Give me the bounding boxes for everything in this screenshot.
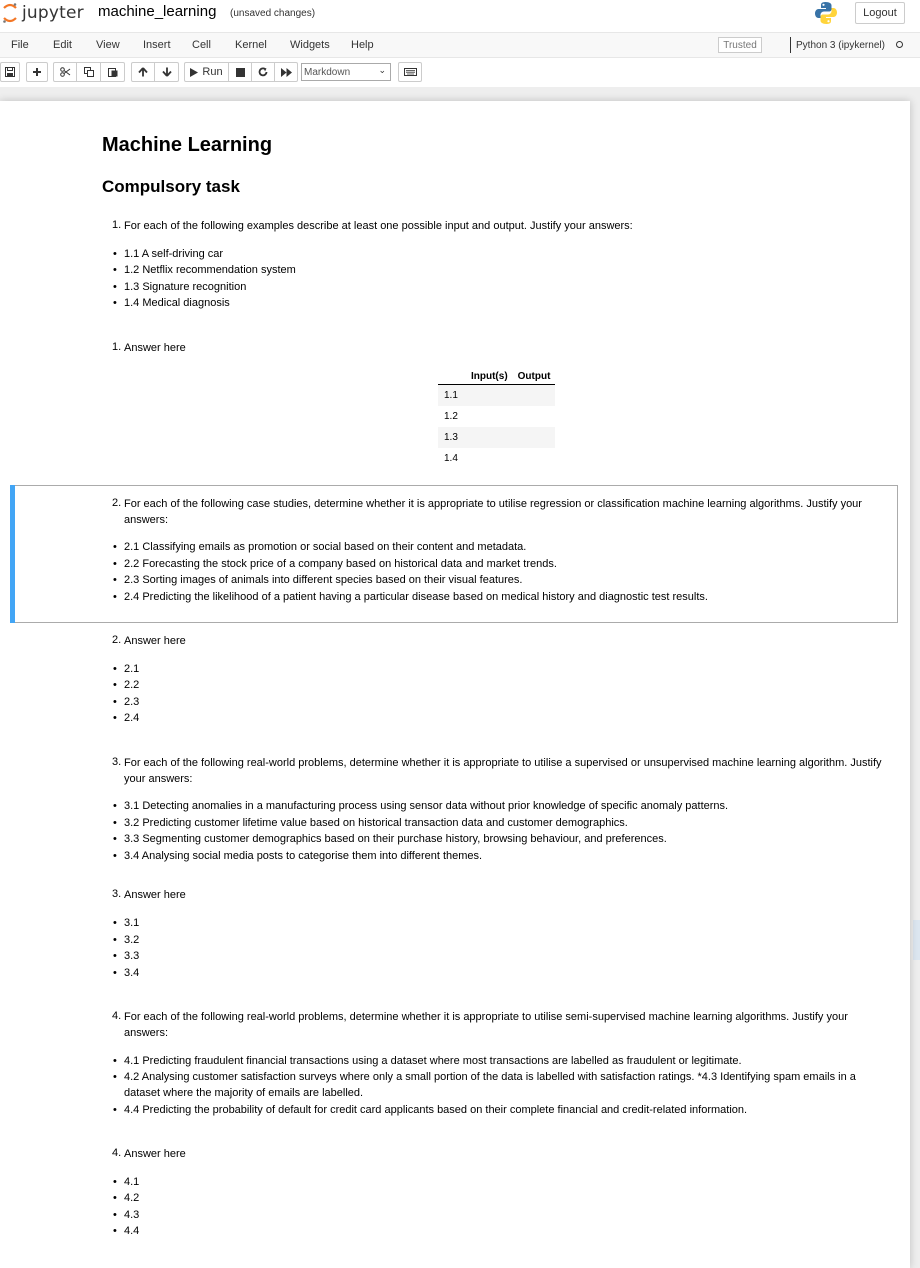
- q3-text-line1: For each of the following real-world problems, determine whether it is appropriate to utilise a supervised or unsupervised machine learning algorithm. Justify: [124, 757, 882, 769]
- table-cell: 1.2: [444, 411, 458, 422]
- toolbar: [0, 58, 920, 87]
- menu-help[interactable]: Help: [351, 39, 374, 51]
- paste-button[interactable]: [101, 62, 125, 82]
- table-cell: [466, 406, 513, 427]
- table-row: [438, 406, 555, 427]
- plus-icon: [32, 67, 42, 77]
- jupyter-logo[interactable]: [2, 1, 84, 25]
- cell-type-select[interactable]: [301, 63, 391, 81]
- menu-kernel[interactable]: Kernel: [235, 39, 267, 51]
- scroll-indicator[interactable]: [913, 920, 920, 960]
- q2-number: 2.: [112, 497, 122, 509]
- table-cell: [466, 427, 513, 448]
- scissors-icon: [60, 67, 71, 77]
- a3-text: Answer here: [124, 889, 186, 901]
- trusted-indicator[interactable]: Trusted: [718, 37, 762, 53]
- kernel-name[interactable]: Python 3 (ipykernel): [796, 40, 885, 51]
- save-button[interactable]: [0, 62, 20, 82]
- top-bar: [0, 0, 920, 32]
- keyboard-icon: [404, 68, 417, 76]
- q1-number: 1.: [112, 219, 122, 231]
- q4-text-line1: For each of the following real-world problems, determine whether it is appropriate to utilise semi-supervised machine learning algorithms. Justify your: [124, 1011, 848, 1023]
- command-palette-button[interactable]: [398, 62, 422, 82]
- table-cell: 1.3: [438, 427, 466, 448]
- menu-widgets[interactable]: Widgets: [290, 39, 330, 51]
- move-down-button[interactable]: [155, 62, 179, 82]
- a2-text: Answer here: [124, 635, 186, 647]
- stop-icon: [236, 68, 245, 77]
- answer-table: [438, 368, 555, 469]
- chevron-down-icon: ⌄: [378, 65, 386, 75]
- q3-number: 3.: [112, 756, 122, 768]
- menu-cell[interactable]: Cell: [192, 39, 211, 51]
- table-cell: [513, 427, 556, 448]
- q2-text-line1: For each of the following case studies, determine whether it is appropriate to utilise regression or classification machine learning algorithms. Justify your: [124, 498, 862, 510]
- save-icon: [5, 67, 15, 77]
- cell-type-value: Markdown: [304, 66, 351, 78]
- run-label: Run: [202, 66, 223, 78]
- menu-file[interactable]: File: [11, 39, 29, 51]
- a3-number: 3.: [112, 888, 122, 900]
- q4-text-line2: answers:: [124, 1027, 169, 1039]
- q4-bullet-continuation: dataset where the majority of emails are labelled.: [124, 1087, 364, 1099]
- q1-text: For each of the following examples describe at least one possible input and output. Justify your answers:: [124, 220, 633, 232]
- menu-edit[interactable]: Edit: [53, 39, 72, 51]
- table-row: [438, 427, 555, 448]
- jupyter-logo-text: jupyter: [22, 3, 84, 23]
- move-up-button[interactable]: [131, 62, 155, 82]
- table-row: [438, 448, 555, 469]
- fast-forward-icon: [281, 68, 292, 77]
- arrow-up-icon: [138, 67, 148, 77]
- table-header: Input(s): [466, 368, 513, 385]
- table-cell: [466, 385, 513, 407]
- table-row: [438, 385, 555, 407]
- table-header: Output: [513, 368, 556, 385]
- restart-button[interactable]: [252, 62, 275, 82]
- paste-icon: [108, 67, 118, 77]
- logout-button[interactable]: Logout: [855, 2, 905, 24]
- menu-view[interactable]: View: [96, 39, 120, 51]
- kernel-separator: [790, 37, 791, 53]
- run-button[interactable]: [184, 62, 229, 82]
- q2-text-line2: answers:: [124, 514, 169, 526]
- table-cell: [513, 385, 556, 407]
- arrow-down-icon: [162, 67, 172, 77]
- a1-number: 1.: [112, 341, 122, 353]
- table-header-row: [438, 368, 555, 385]
- table-header: [438, 368, 466, 385]
- a4-text: Answer here: [124, 1148, 186, 1160]
- cut-button[interactable]: [53, 62, 77, 82]
- a4-number: 4.: [112, 1147, 122, 1159]
- copy-button[interactable]: [77, 62, 101, 82]
- q3-text-line2: your answers:: [124, 773, 193, 785]
- interrupt-button[interactable]: [229, 62, 252, 82]
- menu-bar: [0, 32, 920, 58]
- restart-run-all-button[interactable]: [275, 62, 298, 82]
- table-cell: [513, 448, 556, 469]
- restart-icon: [258, 67, 268, 77]
- a2-number: 2.: [112, 634, 122, 646]
- q4-number: 4.: [112, 1010, 122, 1022]
- menu-insert[interactable]: Insert: [143, 39, 171, 51]
- table-cell: 1.4: [444, 453, 458, 464]
- selected-cell-indicator: [10, 485, 15, 623]
- table-cell: 1.1: [438, 385, 466, 407]
- play-icon: [190, 68, 198, 77]
- save-status: (unsaved changes): [230, 8, 316, 19]
- section-heading: Compulsory task: [102, 177, 240, 196]
- table-cell: [466, 448, 513, 469]
- copy-icon: [84, 67, 94, 77]
- kernel-idle-icon: [896, 41, 903, 48]
- notebook-title: Machine Learning: [102, 134, 273, 156]
- python-logo-icon: [814, 1, 838, 25]
- a1-text: Answer here: [124, 342, 186, 354]
- jupyter-logo-icon: [2, 2, 18, 24]
- notebook-name[interactable]: machine_learning: [98, 3, 217, 20]
- header: [0, 0, 920, 87]
- table-cell: [513, 406, 556, 427]
- insert-cell-button[interactable]: [26, 62, 48, 82]
